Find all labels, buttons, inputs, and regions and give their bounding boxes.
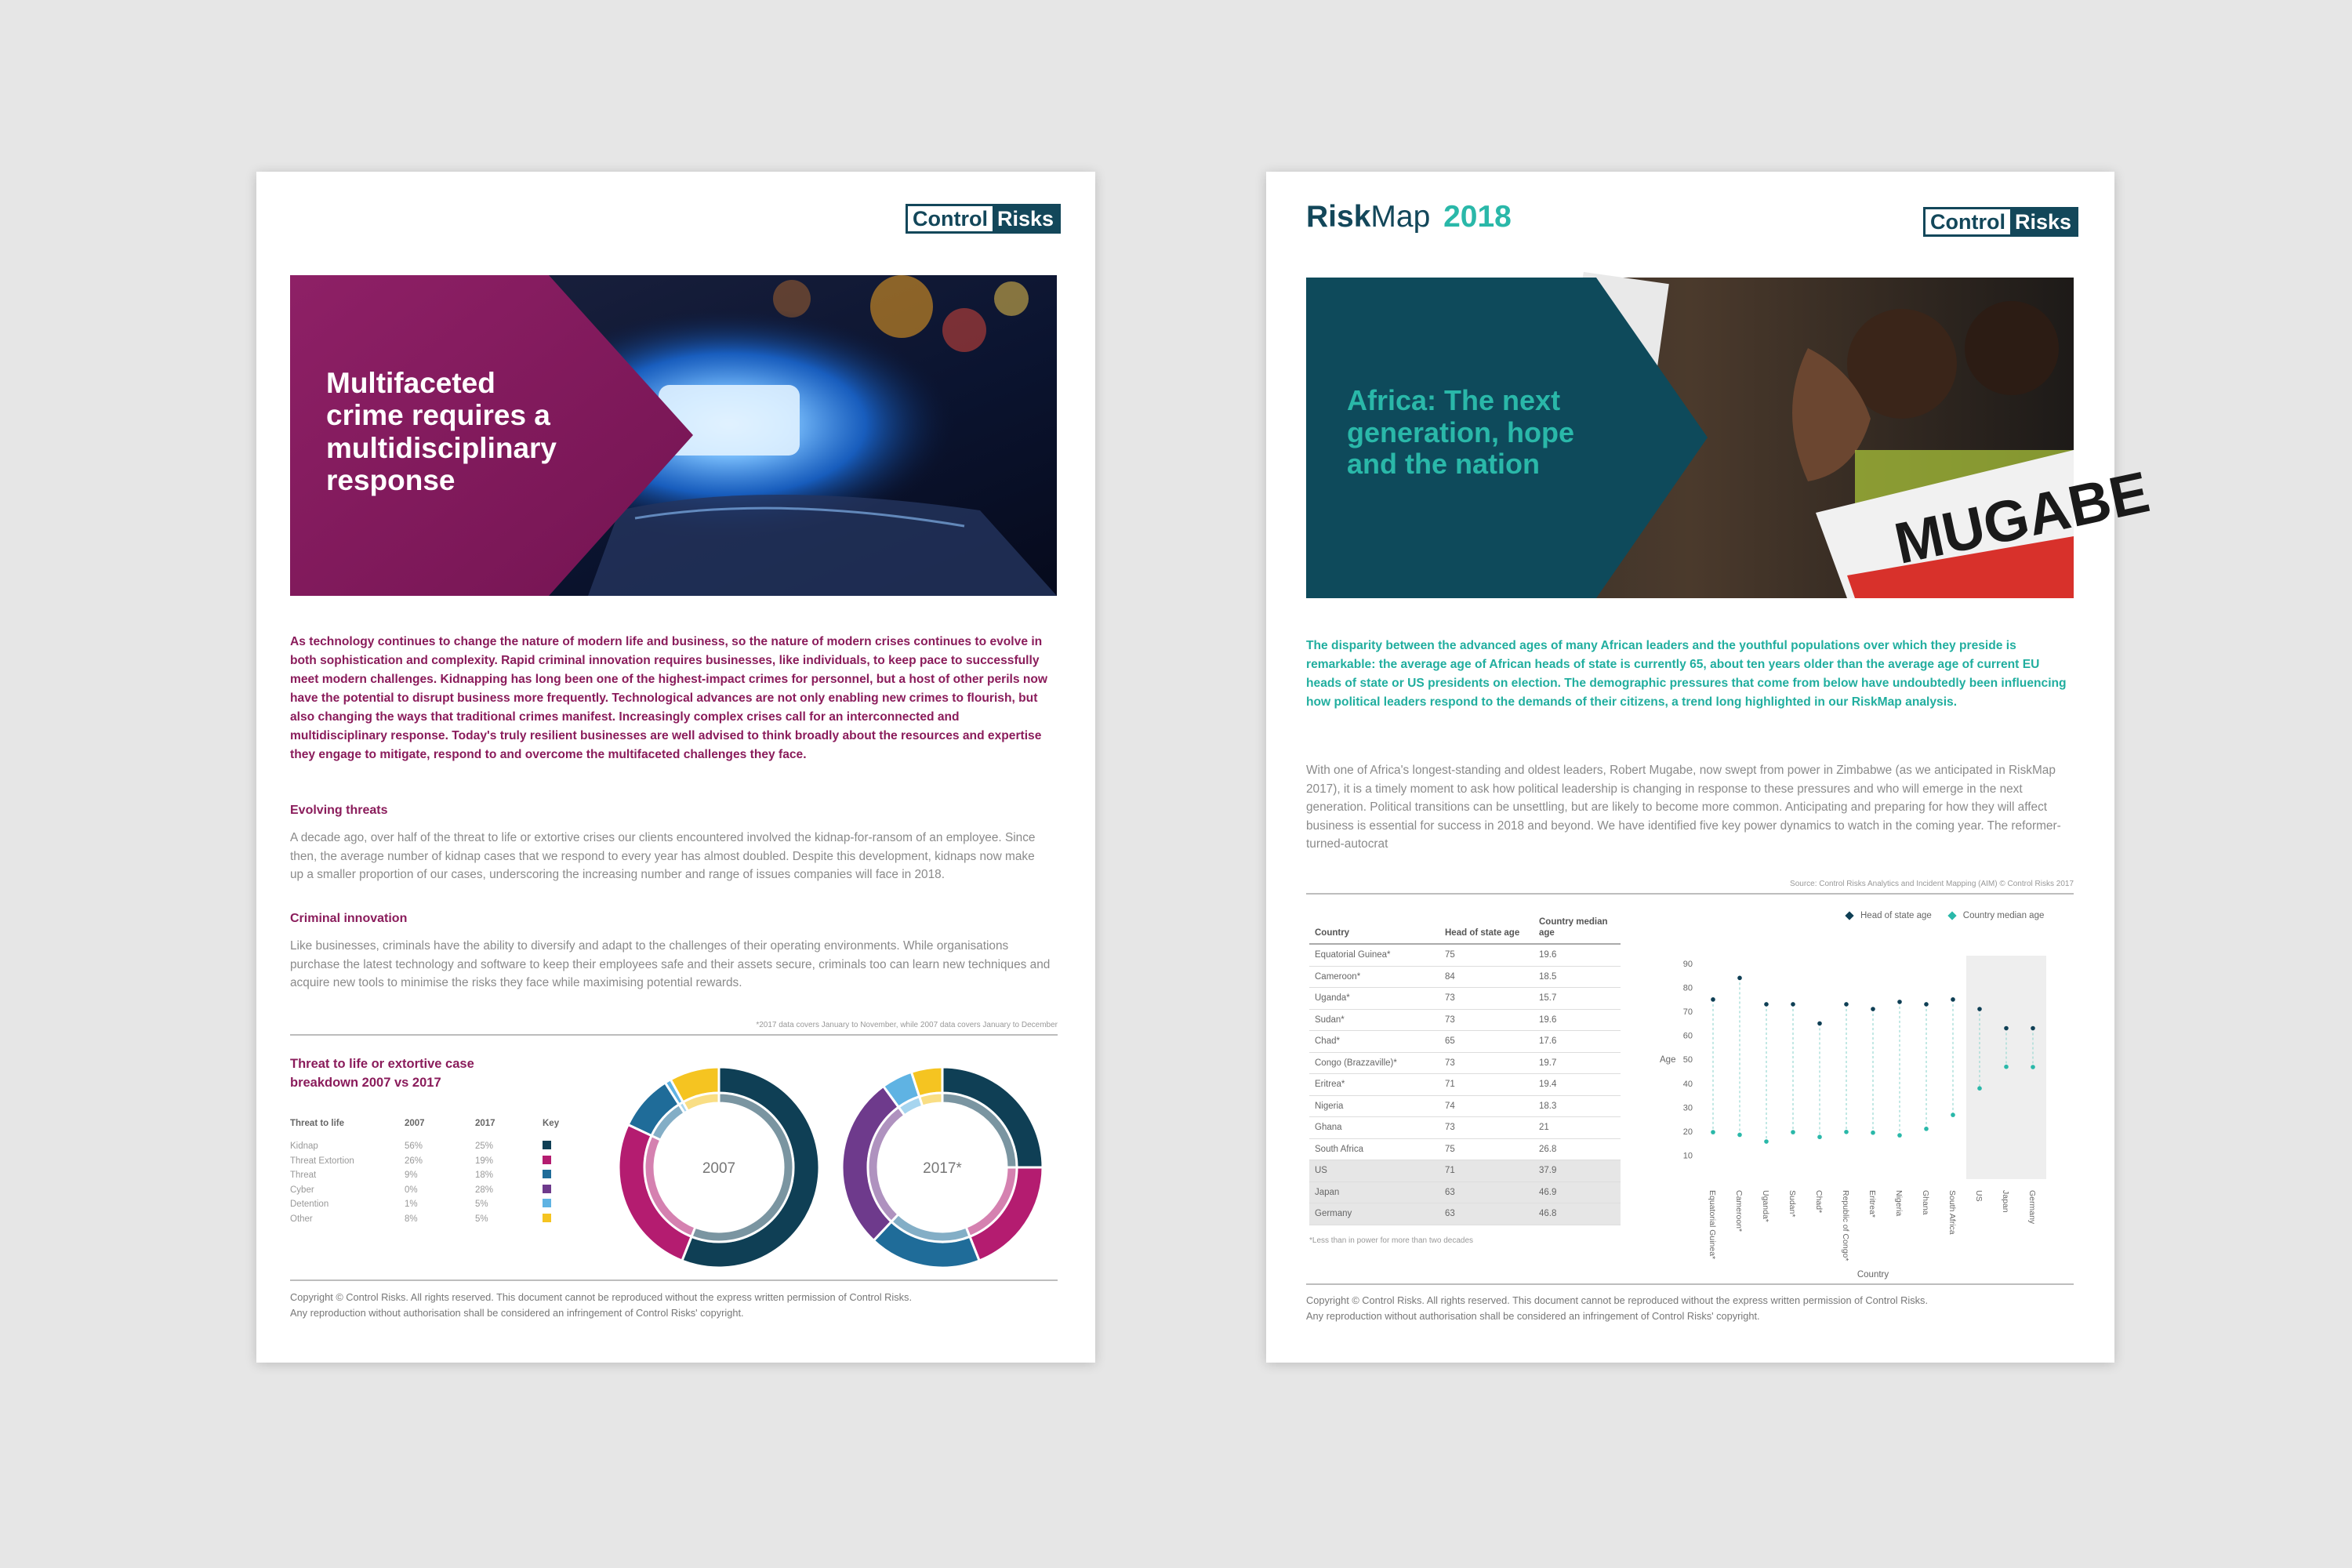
point-head-of-state [1764, 1002, 1769, 1007]
legend-swatch [543, 1214, 551, 1222]
section-heading-evolving-threats: Evolving threats [290, 804, 388, 817]
legend-row-detention: Detention 1% 5% [290, 1197, 561, 1212]
point-head-of-state [1817, 1022, 1822, 1026]
hero-banner [1306, 278, 2155, 598]
point-median-age [1764, 1139, 1769, 1144]
x-tick-label: Eritrea* [1867, 1190, 1877, 1218]
point-head-of-state [1791, 1002, 1795, 1007]
table-row: Germany 63 46.8 [1309, 1203, 1621, 1225]
x-tick-label: Germany [2027, 1190, 2037, 1225]
x-tick-label: South Africa [1947, 1190, 1957, 1235]
y-tick-label: 50 [1682, 1055, 1693, 1065]
point-median-age [1711, 1130, 1715, 1134]
y-tick-label: 40 [1682, 1079, 1693, 1089]
legend-row-cyber: Cyber 0% 28% [290, 1183, 561, 1198]
x-tick-label: Japan [2001, 1190, 2010, 1213]
control-risks-logo: Control Risks [1923, 207, 2078, 237]
legend-row-kidnap: Kidnap 56% 25% [290, 1139, 561, 1154]
table-row: Sudan* 73 19.6 [1309, 1009, 1621, 1031]
x-tick-label: Republic of Congo* [1841, 1190, 1850, 1261]
legend-swatch [543, 1185, 551, 1193]
section-text-criminal-innovation: Like businesses, criminals have the ability to diversify and adapt to the challenges of their operating environments. While organisations purchase the latest technology and software to keep their employees safe and their assets secure, criminals too can learn new techniques and acquire new tools to minimise the risks they face while maximising potential rewards. [290, 939, 1051, 989]
threat-legend-table: Threat to life 2007 2017 Key Kidnap 56% 25% Threat Extortion 26% 19% Threat 9% 18% Cyber 0% 28% Detention 1% 5% Other 8% 5% [290, 1119, 561, 1226]
table-row: Eritrea* 71 19.4 [1309, 1074, 1621, 1096]
point-median-age [1871, 1131, 1875, 1135]
copyright-footer: Copyright © Control Risks. All rights reserved. This document cannot be reproduced without the express written permission of Control Risks. Any reproduction without authorisation shall be considered an infringement of Control Risks' copyright. [290, 1291, 912, 1319]
footer-divider [1306, 1283, 2074, 1285]
point-median-age [1844, 1130, 1849, 1134]
y-tick-label: 10 [1682, 1151, 1693, 1161]
y-tick-label: 30 [1682, 1103, 1693, 1113]
hero-title: Multifaceted crime requires a multidisciplinary response [326, 367, 557, 497]
divider [290, 1034, 1058, 1036]
point-head-of-state [1711, 997, 1715, 1002]
point-head-of-state [1871, 1007, 1875, 1011]
y-tick-label: 20 [1682, 1127, 1693, 1137]
section-text-evolving-threats: A decade ago, over half of the threat to life or extortive crises our clients encountered involved the kidnap-for-ransom of an employee. Since then, the average number of kidnap cases that we respond to every year has almost doubled. Despite this development, kidnaps now make up a smaller proportion of our cases, underscoring the increasing number and range of issues companies will face in 2018. [290, 831, 1036, 881]
x-tick-label: Uganda* [1761, 1190, 1770, 1222]
point-head-of-state [2004, 1026, 2009, 1031]
point-head-of-state [1897, 1000, 1902, 1004]
y-axis-label: Age [1660, 1055, 1676, 1065]
chart-legend [1846, 911, 2044, 920]
legend-swatch [543, 1199, 551, 1207]
legend-label-median: Country median age [1962, 911, 2045, 920]
point-head-of-state [2031, 1026, 2035, 1031]
y-tick-label: 60 [1682, 1031, 1693, 1041]
x-tick-label: Nigeria [1894, 1190, 1904, 1217]
divider [1306, 893, 2074, 895]
svg-text:MUGABE: MUGABE [1889, 459, 2155, 576]
point-head-of-state [1951, 997, 1955, 1002]
left-page [256, 172, 1095, 1363]
legend-marker-head [1845, 911, 1853, 920]
legend-swatch [543, 1156, 551, 1164]
donut-center-label: 2017* [923, 1160, 962, 1177]
table-row: Congo (Brazzaville)* 73 19.7 [1309, 1052, 1621, 1074]
point-head-of-state [1844, 1002, 1849, 1007]
table-row: Ghana 73 21 [1309, 1117, 1621, 1139]
legend-row-threat-extortion: Threat Extortion 26% 19% [290, 1154, 561, 1169]
control-risks-logo: Control Risks [906, 204, 1061, 234]
hero-title: Africa: The next generation, hope and the nation [1347, 384, 1575, 481]
point-median-age [2031, 1065, 2035, 1069]
x-tick-label: Equatorial Guinea* [1708, 1190, 1717, 1260]
point-median-age [2004, 1065, 2009, 1069]
riskmap-brand: RiskMap 2018 [1306, 200, 1512, 234]
table-row: US 71 37.9 [1309, 1160, 1621, 1182]
legend-marker-median [1947, 911, 1956, 920]
point-median-age [1897, 1133, 1902, 1138]
x-axis-label: Country [1857, 1270, 1889, 1279]
footer-divider [290, 1279, 1058, 1281]
hero-banner [290, 275, 1057, 596]
point-head-of-state [1737, 976, 1742, 981]
point-median-age [1977, 1086, 1982, 1091]
point-median-age [1817, 1134, 1822, 1139]
point-head-of-state [1924, 1002, 1929, 1007]
x-tick-label: Chad* [1814, 1190, 1824, 1214]
intro-paragraph: The disparity between the advanced ages of many African leaders and the youthful populations over which they preside is remarkable: the average age of African heads of state is currently 65, about ten years older than the average age of current EU heads of state or US presidents on election. The demographic pressures that come from below have undoubtedly been influencing how political leaders respond to the demands of their citizens, a trend long highlighted in our RiskMap analysis. [1306, 639, 2067, 709]
point-median-age [1737, 1133, 1742, 1138]
point-head-of-state [1977, 1007, 1982, 1011]
legend-label-head: Head of state age [1860, 911, 1932, 920]
y-tick-label: 90 [1682, 960, 1693, 969]
age-table: Country Head of state age Country median age Equatorial Guinea* 75 19.6 Cameroon* 84 18.5 Uganda* 73 15.7 Sudan* 73 19.6 Chad* 65 17.6 Congo (Brazzaville)* 73 19.7 Eritrea* 71 19.4 Nigeria 74 18.3 Ghana 73 21 South Africa 75 26.8 US 71 37.9 Japan 63 46.9 Germany 63 46.8 [1309, 916, 1621, 1225]
intro-paragraph: As technology continues to change the nature of modern life and business, so the nature of modern crises continues to evolve in both sophistication and complexity. Rapid criminal innovation requires businesses, like individuals, to keep pace to successfully meet modern challenges. Kidnapping has long been one of the highest-impact crimes for personnel, but a host of other perils now have the potential to disrupt business more frequently. Technological advances are not only enabling new crimes to flourish, but also changing the ways that traditional crimes manifest. Increasingly complex crises call for an interconnected and multidisciplinary response. Today's truly resilient businesses are well advised to think broadly about the resources and expertise they engage to mitigate, respond to and overcome the multifaceted challenges they face. [290, 635, 1048, 761]
chart-footnote: *2017 data covers January to November, while 2007 data covers January to December [756, 1021, 1058, 1029]
x-tick-label: Ghana [1921, 1190, 1930, 1215]
age-scatter-chart [1642, 932, 2082, 1279]
point-median-age [1924, 1127, 1929, 1131]
section-heading-criminal-innovation: Criminal innovation [290, 912, 408, 925]
y-tick-label: 70 [1682, 1007, 1693, 1018]
donut-center-label: 2007 [702, 1160, 736, 1177]
table-row: Japan 63 46.9 [1309, 1181, 1621, 1203]
donut-slice-inner [920, 1093, 942, 1106]
table-row: Chad* 65 17.6 [1309, 1031, 1621, 1053]
x-tick-label: US [1974, 1190, 1984, 1202]
x-tick-label: Sudan* [1788, 1190, 1797, 1218]
chart-title: Threat to life or extortive case breakdown 2007 vs 2017 [290, 1057, 474, 1090]
table-row: Cameroon* 84 18.5 [1309, 966, 1621, 988]
source-note: Source: Control Risks Analytics and Incident Mapping (AIM) © Control Risks 2017 [1790, 880, 2074, 888]
table-row: Uganda* 73 15.7 [1309, 988, 1621, 1010]
table-footnote: *Less than in power for more than two decades [1309, 1236, 1474, 1245]
right-page [1266, 172, 2155, 1363]
table-row: South Africa 75 26.8 [1309, 1138, 1621, 1160]
legend-row-threat: Threat 9% 18% [290, 1168, 561, 1183]
y-tick-label: 80 [1682, 983, 1693, 993]
legend-swatch [543, 1170, 551, 1178]
copyright-footer: Copyright © Control Risks. All rights reserved. This document cannot be reproduced without the express written permission of Control Risks. Any reproduction without authorisation shall be considered an infringement of Control Risks' copyright. [1306, 1294, 1928, 1322]
table-row: Equatorial Guinea* 75 19.6 [1309, 944, 1621, 966]
legend-row-other: Other 8% 5% [290, 1212, 561, 1227]
donut-charts [617, 1050, 1087, 1285]
point-median-age [1951, 1112, 1955, 1117]
body-paragraph: With one of Africa's longest-standing and oldest leaders, Robert Mugabe, now swept from power in Zimbabwe (as we anticipated in RiskMap 2017), it is a timely moment to ask how political leadership is changing in response to these pressures and who will emerge in the next generation. Political transitions can be unsettling, but are likely to become more common. Anticipating and preparing for how they will affect business is essential for success in 2018 and beyond. We have identified five key power dynamics to watch in the coming year. The reformer-turned-autocrat [1306, 764, 2061, 851]
point-median-age [1791, 1130, 1795, 1134]
legend-swatch [543, 1141, 551, 1149]
x-tick-label: Cameroon* [1734, 1190, 1744, 1232]
table-row: Nigeria 74 18.3 [1309, 1095, 1621, 1117]
